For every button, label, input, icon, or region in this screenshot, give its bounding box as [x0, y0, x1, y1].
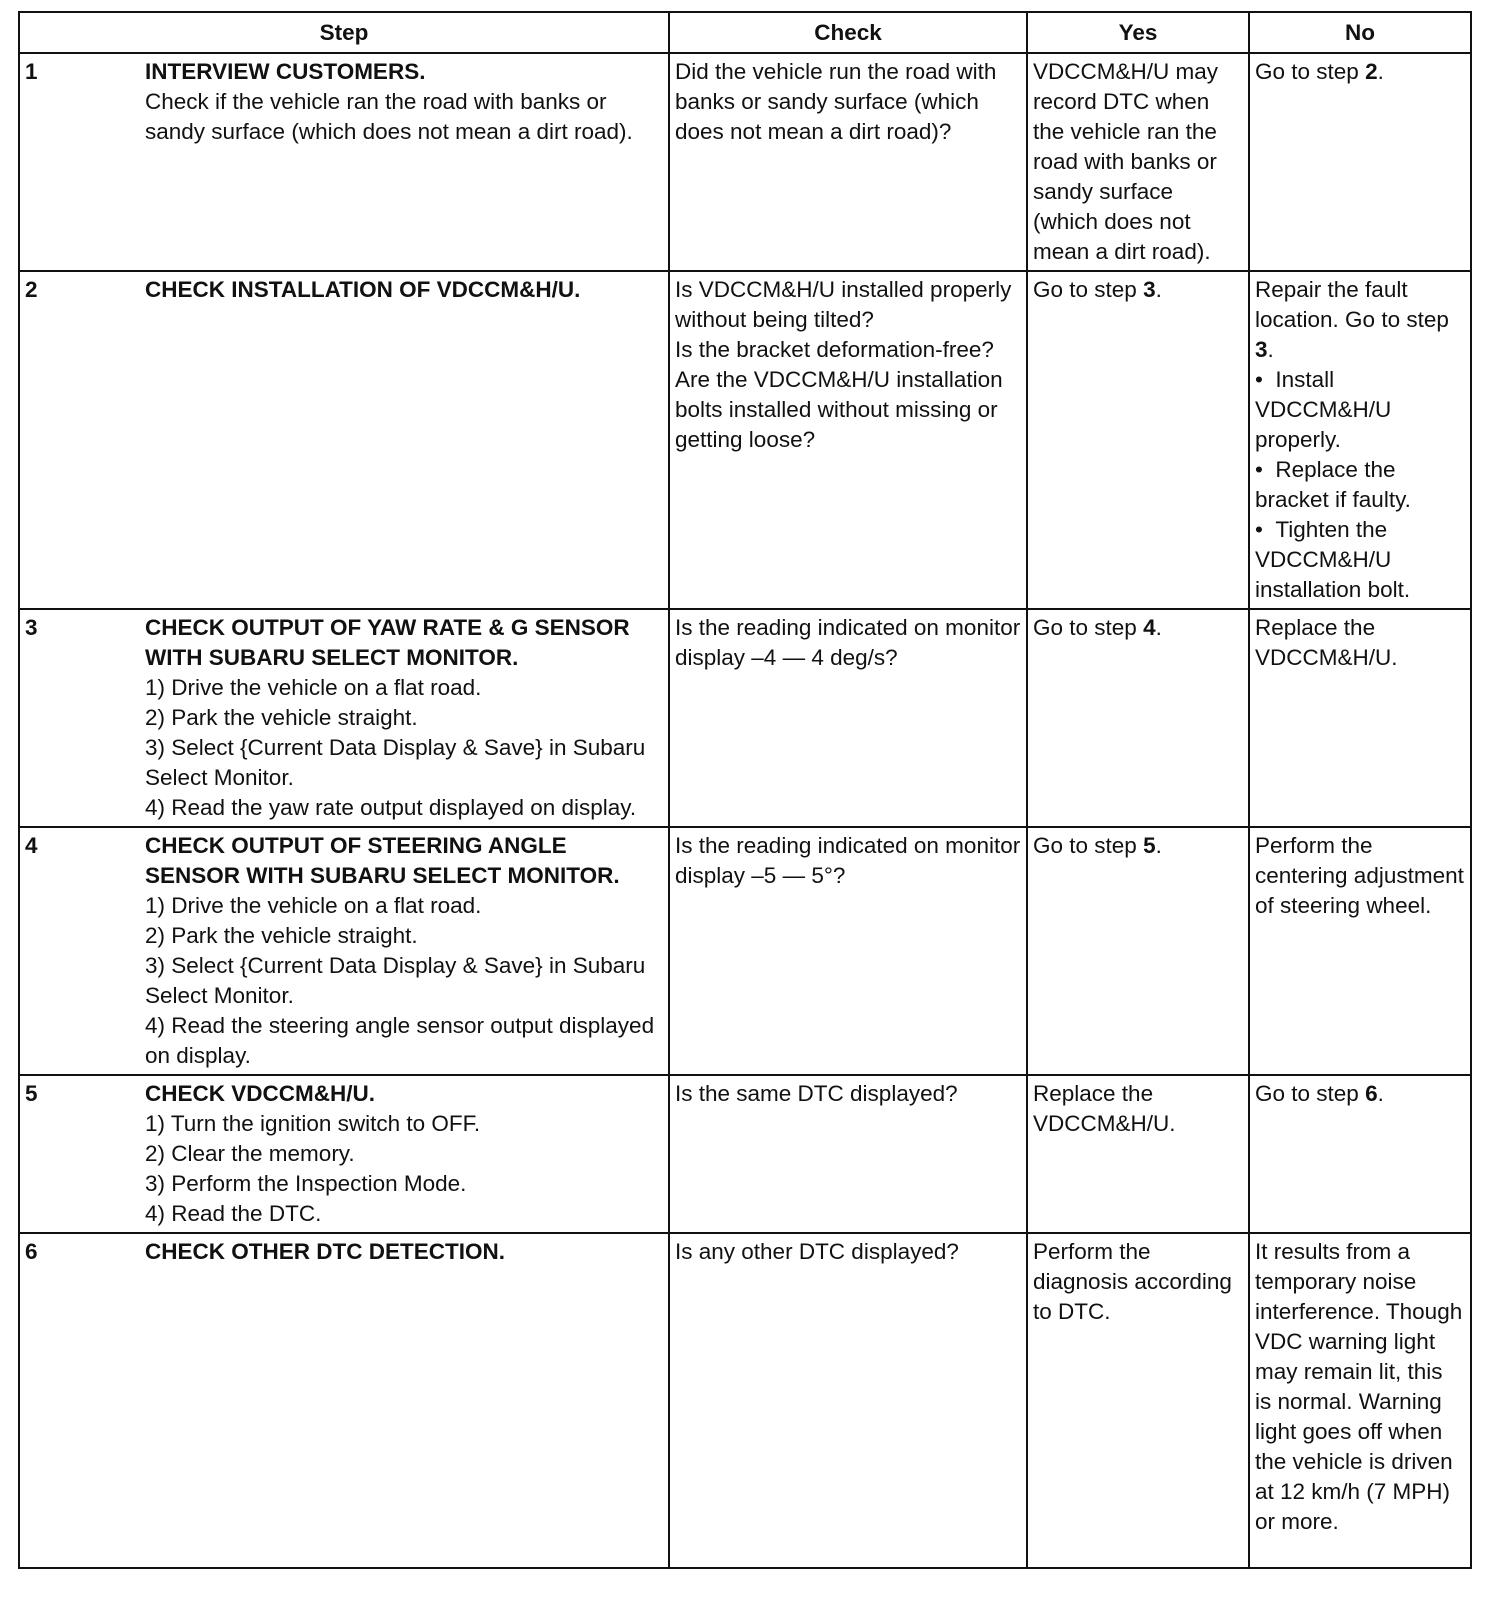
check-line: Is VDCCM&H/U installed properly without being tilted?: [675, 277, 1012, 332]
no-suffix: .: [1377, 1081, 1384, 1106]
yes-suffix: .: [1155, 615, 1162, 640]
yes-text: Go to step: [1033, 277, 1144, 302]
check-cell: Did the vehicle run the road with banks or sandy surface (which does not mean a dirt road)?: [669, 53, 1027, 271]
substep: 2) Clear the memory.: [145, 1141, 355, 1166]
step-description: Check if the vehicle ran the road with banks or sandy surface (which does not mean a dirt road).: [145, 89, 633, 144]
table-row: [19, 1233, 1471, 1568]
step-number: 6: [25, 1239, 38, 1264]
yes-cell: Perform the diagnosis according to DTC.: [1027, 1233, 1249, 1568]
substep: 4) Read the yaw rate output displayed on display.: [145, 795, 637, 820]
no-suffix: .: [1267, 337, 1274, 362]
substep: 3) Select {Current Data Display & Save} in Subaru Select Monitor.: [145, 735, 646, 790]
check-cell: Is the reading indicated on monitor display –5 — 5°?: [669, 827, 1027, 1075]
table-header-row: [19, 12, 1471, 53]
step-title: CHECK OTHER DTC DETECTION.: [145, 1239, 505, 1264]
substep: 2) Park the vehicle straight.: [145, 705, 418, 730]
no-text: Repair the fault location. Go to step: [1255, 277, 1449, 332]
no-cell: [1249, 1075, 1471, 1233]
header-step: Step: [19, 12, 669, 53]
table-row: [19, 271, 1471, 609]
step-cell: [19, 53, 669, 271]
no-step-ref: 6: [1365, 1081, 1378, 1106]
step-title: CHECK OUTPUT OF YAW RATE & G SENSOR WITH SUBARU SELECT MONITOR.: [145, 615, 630, 670]
step-title: CHECK INSTALLATION OF VDCCM&H/U.: [145, 277, 581, 302]
step-title: CHECK VDCCM&H/U.: [145, 1081, 375, 1106]
step-cell: [19, 271, 669, 609]
header-check: Check: [669, 12, 1027, 53]
no-text: Go to step: [1255, 1081, 1366, 1106]
yes-cell: VDCCM&H/U may record DTC when the vehicle ran the road with banks or sandy surface (which does not mean a dirt road).: [1027, 53, 1249, 271]
substep: 3) Select {Current Data Display & Save} in Subaru Select Monitor.: [145, 953, 646, 1008]
table-row: [19, 609, 1471, 827]
table-row: [19, 53, 1471, 271]
no-suffix: .: [1377, 59, 1384, 84]
no-step-ref: 2: [1365, 59, 1378, 84]
yes-text: Go to step: [1033, 833, 1144, 858]
step-number: 3: [25, 615, 38, 640]
yes-cell: [1027, 271, 1249, 609]
check-cell: Is any other DTC displayed?: [669, 1233, 1027, 1568]
no-cell: [1249, 271, 1471, 609]
check-cell: Is the reading indicated on monitor display –4 — 4 deg/s?: [669, 609, 1027, 827]
substep: 2) Park the vehicle straight.: [145, 923, 418, 948]
yes-step-ref: 3: [1143, 277, 1156, 302]
yes-cell: [1027, 827, 1249, 1075]
check-cell: Is the same DTC displayed?: [669, 1075, 1027, 1233]
no-text: Go to step: [1255, 59, 1366, 84]
yes-cell: Replace the VDCCM&H/U.: [1027, 1075, 1249, 1233]
step-number: 1: [25, 59, 38, 84]
no-bullet: • Install VDCCM&H/U properly.: [1255, 365, 1465, 455]
step-number: 4: [25, 833, 38, 858]
yes-text: Go to step: [1033, 615, 1144, 640]
step-title: INTERVIEW CUSTOMERS.: [145, 59, 426, 84]
substep: 1) Turn the ignition switch to OFF.: [145, 1111, 481, 1136]
yes-suffix: .: [1155, 833, 1162, 858]
substep: 3) Perform the Inspection Mode.: [145, 1171, 467, 1196]
header-yes: Yes: [1027, 12, 1249, 53]
step-number: 5: [25, 1081, 38, 1106]
substep: 4) Read the steering angle sensor output displayed on display.: [145, 1013, 655, 1068]
table-row: [19, 1075, 1471, 1233]
substep: 4) Read the DTC.: [145, 1201, 322, 1226]
substep: 1) Drive the vehicle on a flat road.: [145, 675, 482, 700]
check-cell: [669, 271, 1027, 609]
substep: 1) Drive the vehicle on a flat road.: [145, 893, 482, 918]
step-cell: [19, 1075, 669, 1233]
yes-cell: [1027, 609, 1249, 827]
no-bullet: • Tighten the VDCCM&H/U installation bolt.: [1255, 515, 1465, 605]
yes-step-ref: 5: [1143, 833, 1156, 858]
no-step-ref: 3: [1255, 337, 1268, 362]
step-cell: [19, 827, 669, 1075]
no-cell: Replace the VDCCM&H/U.: [1249, 609, 1471, 827]
no-cell: It results from a temporary noise interference. Though VDC warning light may remain lit, this is normal. Warning light goes off when the vehicle is driven at 12 km/h (7 MPH) or more.: [1249, 1233, 1471, 1568]
no-cell: Perform the centering adjustment of steering wheel.: [1249, 827, 1471, 1075]
table-row: [19, 827, 1471, 1075]
no-cell: [1249, 53, 1471, 271]
check-line: Are the VDCCM&H/U installation bolts installed without missing or getting loose?: [675, 367, 1003, 452]
step-number: 2: [25, 277, 38, 302]
step-cell: [19, 1233, 669, 1568]
yes-suffix: .: [1155, 277, 1162, 302]
yes-step-ref: 4: [1143, 615, 1156, 640]
check-line: Is the bracket deformation-free?: [675, 337, 994, 362]
step-title: CHECK OUTPUT OF STEERING ANGLE SENSOR WITH SUBARU SELECT MONITOR.: [145, 833, 620, 888]
no-bullet: • Replace the bracket if faulty.: [1255, 455, 1465, 515]
step-cell: [19, 609, 669, 827]
header-no: No: [1249, 12, 1471, 53]
diagnostic-table: [18, 11, 1472, 1569]
